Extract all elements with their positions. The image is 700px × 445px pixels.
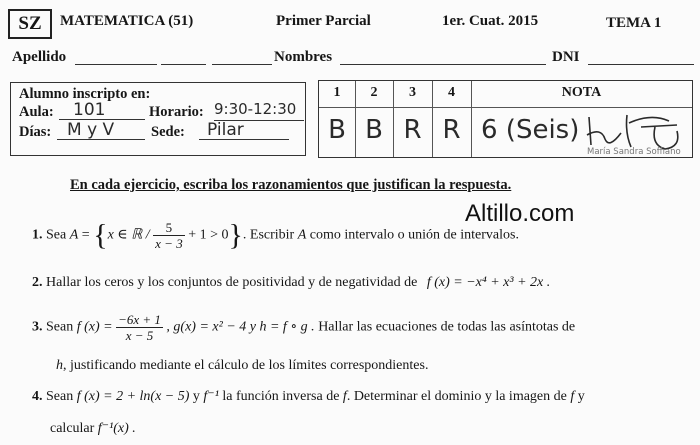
q1-fraction bbox=[153, 220, 185, 251]
q1-tail-pre: . Escribir bbox=[242, 227, 295, 243]
q2-formula: f (x) = −x⁴ + x³ + 2x . bbox=[426, 275, 551, 290]
q2-text: Hallar los ceros y los conjuntos de positividad y de negatividad de bbox=[46, 275, 418, 290]
q3-text: Hallar las ecuaciones de todas las asíntotas de bbox=[318, 319, 576, 335]
q3-intro: Sean bbox=[46, 319, 74, 335]
q3-line2-text: , justificando mediante el cálculo de los límites correspondientes. bbox=[63, 358, 429, 373]
q4-text2: . Determinar el dominio y la imagen de bbox=[346, 389, 567, 404]
q4-line2-text: calcular bbox=[50, 421, 95, 436]
q3-g-part: , g(x) = x² − 4 y h = f ∘ g . bbox=[166, 319, 315, 335]
dni-line[interactable] bbox=[588, 64, 694, 65]
grade-mark-2: B bbox=[365, 115, 383, 145]
question-2 bbox=[32, 274, 550, 292]
apellido-line-3[interactable] bbox=[212, 64, 272, 65]
dias-label: Días: bbox=[19, 124, 52, 140]
apellido-line-2[interactable] bbox=[161, 64, 206, 65]
q1-frac-den: x − 3 bbox=[155, 236, 183, 251]
q4-text1: la función inversa de bbox=[222, 389, 340, 404]
grade-header-2: 2 bbox=[370, 85, 378, 100]
aula-value: 101 bbox=[59, 100, 145, 120]
q4-var-f: f bbox=[342, 389, 347, 404]
q4-y-word2: y bbox=[577, 389, 585, 404]
grade-header-1: 1 bbox=[333, 85, 341, 100]
q4-f-inv: f⁻¹ bbox=[203, 389, 219, 404]
grade-header-4: 4 bbox=[448, 85, 455, 100]
question-number: 1. bbox=[32, 227, 43, 243]
aula-label: Aula: bbox=[19, 104, 54, 120]
q1-brace-close: } bbox=[228, 218, 243, 252]
grade-mark-4: R bbox=[442, 115, 461, 145]
q1-var-a: A bbox=[69, 227, 79, 243]
grade-table bbox=[318, 80, 693, 158]
q1-brace-open: { bbox=[93, 218, 108, 252]
question-number: 2. bbox=[32, 275, 43, 290]
q3-fraction bbox=[116, 312, 163, 343]
question-4-line-2 bbox=[50, 420, 136, 438]
question-3 bbox=[32, 312, 575, 343]
question-1 bbox=[32, 220, 519, 251]
q1-set-var: x ∈ ℝ / bbox=[107, 227, 150, 243]
q3-frac-den: x − 5 bbox=[125, 328, 154, 343]
horario-label: Horario: bbox=[149, 104, 204, 120]
q3-f-lhs: f (x) = bbox=[76, 319, 113, 335]
q1-intro: Sea bbox=[46, 227, 67, 243]
question-3-line-2 bbox=[56, 357, 428, 375]
q4-formula: f (x) = 2 + ln(x − 5) bbox=[76, 389, 190, 404]
q1-eq: = bbox=[81, 227, 90, 243]
q1-ineq: + 1 > 0 bbox=[188, 227, 229, 243]
q4-y-word: y bbox=[192, 389, 200, 404]
question-number: 4. bbox=[32, 389, 43, 404]
nota-value: 6 (Seis) bbox=[481, 115, 580, 145]
apellido-line[interactable] bbox=[75, 64, 157, 65]
exam-theme: TEMA 1 bbox=[606, 15, 662, 31]
grader-name: María Sandra Soffiano bbox=[587, 147, 681, 157]
q4-var-f2: f bbox=[570, 389, 575, 404]
question-4 bbox=[32, 388, 585, 406]
q1-frac-num: 5 bbox=[153, 220, 185, 236]
nombres-line[interactable] bbox=[340, 64, 546, 65]
nota-header: NOTA bbox=[561, 85, 602, 100]
q3-line2-var: h bbox=[56, 358, 63, 373]
nombres-label: Nombres bbox=[274, 49, 333, 65]
grade-mark-3: R bbox=[403, 115, 422, 145]
q1-tail-var: A bbox=[297, 227, 307, 243]
instruction-text: En cada ejercicio, escriba los razonamientos que justifican la respuesta. bbox=[70, 177, 512, 193]
sede-label: Sede: bbox=[151, 124, 185, 140]
q3-frac-num: −6x + 1 bbox=[118, 312, 161, 327]
question-number: 3. bbox=[32, 319, 43, 335]
exam-name: Primer Parcial bbox=[276, 13, 371, 29]
enrollment-title: Alumno inscripto en: bbox=[19, 86, 151, 102]
enrollment-box bbox=[10, 82, 306, 156]
apellido-label: Apellido bbox=[12, 49, 67, 65]
grade-header-3: 3 bbox=[409, 85, 416, 100]
horario-value: 9:30-12:30 bbox=[214, 100, 304, 121]
sz-badge: SZ bbox=[8, 9, 52, 39]
q4-intro: Sean bbox=[46, 389, 74, 404]
course-title: MATEMATICA (51) bbox=[60, 13, 194, 29]
q1-tail-post: como intervalo o unión de intervalos. bbox=[309, 227, 519, 243]
watermark: Altillo.com bbox=[465, 200, 575, 227]
q4-line2-formula: f⁻¹(x) . bbox=[97, 421, 136, 436]
exam-term: 1er. Cuat. 2015 bbox=[442, 13, 539, 29]
dias-value: M y V bbox=[57, 120, 145, 140]
dni-label: DNI bbox=[552, 49, 580, 65]
grade-mark-1: B bbox=[328, 115, 346, 145]
sede-value: Pilar bbox=[199, 120, 289, 140]
